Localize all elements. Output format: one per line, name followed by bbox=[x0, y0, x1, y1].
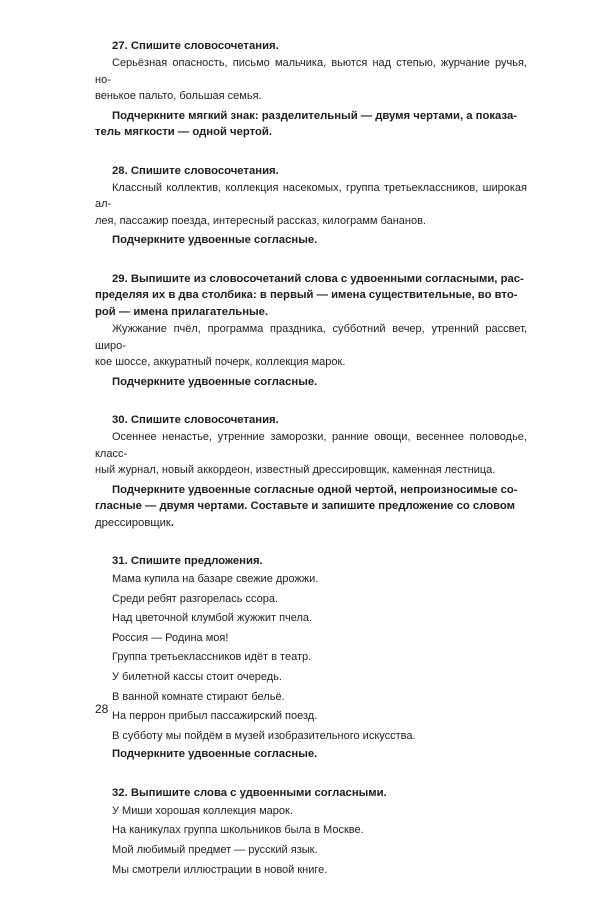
exercise-task: Подчеркните мягкий знак: разделительный — двумя чертами, а показа- тель мягкости — одной чертой. bbox=[95, 109, 517, 138]
exercise-title: 31. Спишите предложения. bbox=[112, 555, 263, 567]
exercise-title: 29. Выпишите из словосочетаний слова с удвоенными согласными, рас- пределяя их в два столбика: в первый — имена существительные, во вто- рой — имена прилагательные. bbox=[95, 272, 524, 318]
list-item: Россия — Родина моя! bbox=[112, 631, 229, 644]
exercise-29 bbox=[95, 271, 527, 391]
exercise-task: Подчеркните удвоенные согласные. bbox=[112, 748, 318, 761]
sentence-list bbox=[95, 570, 527, 746]
exercise-title: 32. Выпишите слова с удвоенными согласными. bbox=[112, 786, 387, 799]
exercise-28 bbox=[95, 163, 527, 249]
exercise-text: Классный коллектив, коллекция насекомых, группа третьеклассников, широкая ал- лея, пассажир поезда, интересный рассказ, килограмм бананов. bbox=[95, 181, 527, 227]
list-item: У билетной кассы стоит очередь. bbox=[112, 670, 282, 683]
exercise-31 bbox=[95, 553, 527, 763]
list-item: Среди ребят разгорелась ссора. bbox=[112, 592, 279, 605]
exercise-title: 27. Спишите словосочетания. bbox=[112, 40, 279, 52]
exercise-task: Подчеркните удвоенные согласные. bbox=[112, 375, 318, 388]
exercise-27 bbox=[95, 38, 527, 141]
list-item: На перрон прибыл пассажирский поезд. bbox=[112, 710, 318, 723]
sentence-list bbox=[95, 802, 527, 880]
workbook-page bbox=[95, 38, 527, 902]
list-item: Мама купила на базаре свежие дрожжи. bbox=[112, 573, 319, 585]
exercise-30 bbox=[95, 412, 527, 531]
exercise-32 bbox=[95, 785, 527, 880]
exercise-task: Подчеркните удвоенные согласные одной чертой, непроизносимые со- гласные — двумя чертами. Составьте и запишите предложение со словом дрессировщик. bbox=[95, 483, 518, 529]
list-item: Над цветочной клумбой жужжит пчела. bbox=[112, 612, 313, 625]
exercise-task: Подчеркните удвоенные согласные. bbox=[112, 234, 318, 246]
exercise-text: Осеннее ненастье, утренние заморозки, ранние овощи, весеннее половодье, класс- ный журнал, новый аккордеон, известный дрессировщик, каменная лестница. bbox=[95, 431, 527, 476]
list-item: В субботу мы пойдём в музей изобразительного искусства. bbox=[112, 729, 416, 742]
page-number: 28 bbox=[95, 702, 109, 716]
list-item: Группа третьеклассников идёт в театр. bbox=[112, 651, 312, 664]
exercise-title: 28. Спишите словосочетания. bbox=[112, 164, 279, 177]
list-item: Мы смотрели иллюстрации в новой книге. bbox=[112, 863, 328, 876]
exercise-title: 30. Спишите словосочетания. bbox=[112, 414, 279, 426]
list-item: У Миши хорошая коллекция марок. bbox=[112, 804, 293, 817]
list-item: Мой любимый предмет — русский язык. bbox=[112, 844, 318, 857]
exercise-text: Серьёзная опасность, письмо мальчика, вьются над степью, журчание ручья, но- венькое пальто, большая семья. bbox=[95, 57, 527, 102]
list-item: На каникулах группа школьников была в Москве. bbox=[112, 824, 364, 837]
exercise-text: Жужжание пчёл, программа праздника, субботний вечер, утренний рассвет, широ- кое шоссе, аккуратный почерк, коллекция марок. bbox=[95, 323, 527, 368]
list-item: В ванной комнате стирают бельё. bbox=[112, 690, 285, 703]
